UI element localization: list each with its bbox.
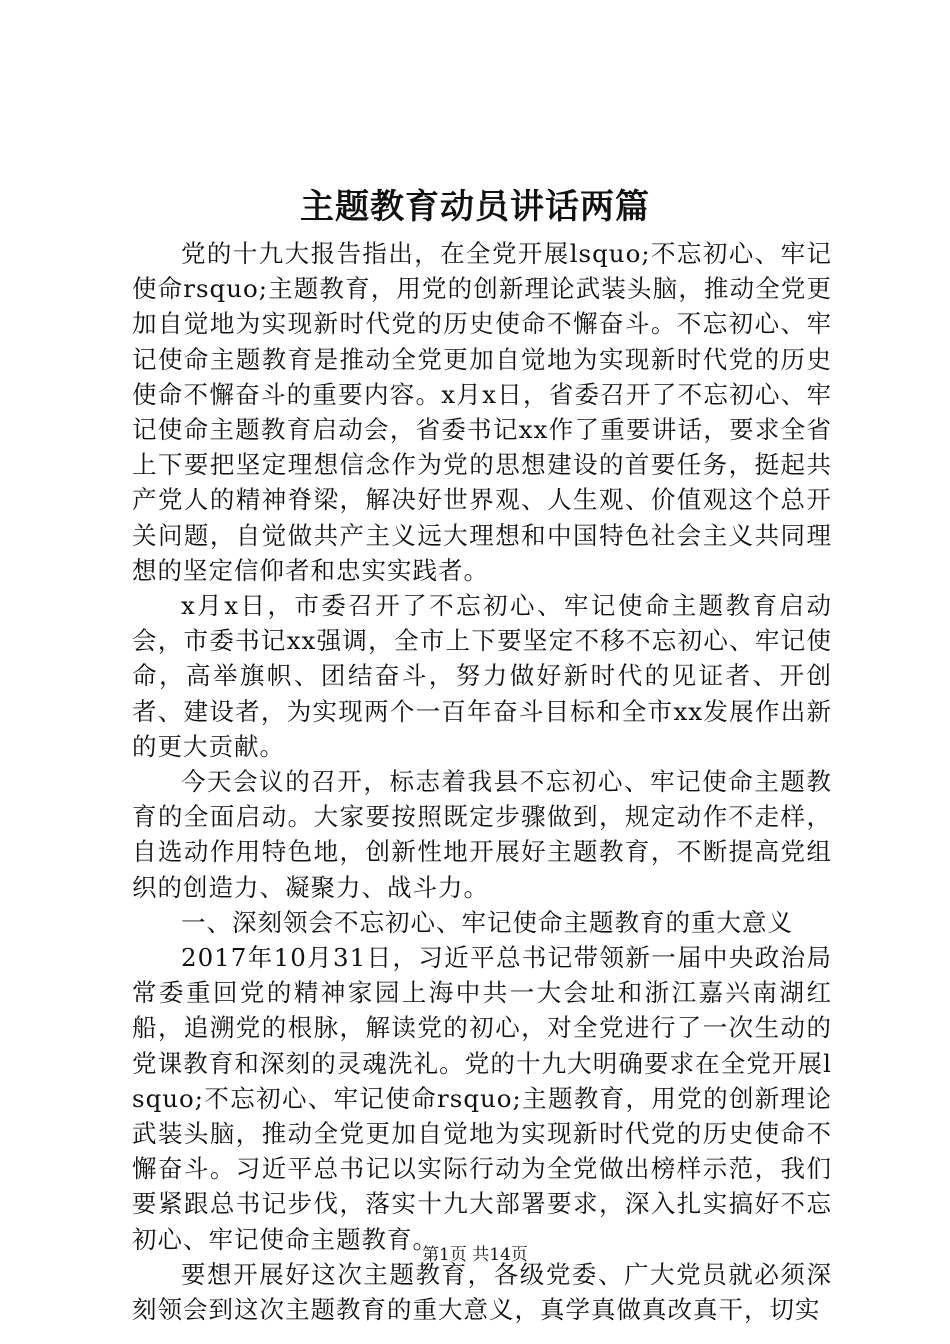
paragraph-4: 2017年10月31日，习近平总书记带领新一届中央政治局常委重回党的精神家园上海中共一大会址和浙江嘉兴南湖红船，追溯党的根脉，解读党的初心，对全党进行了一次生动的党课教育和深刻的灵魂洗礼。党的十九大明确要求在全党开展lsquo;不忘初心、牢记使命rsquo;主题教育，用党的创新理论武装头脑，推动全党更加自觉地为实现新时代党的历史使命不懈奋斗。习近平总书记以实际行动为全党做出榜样示范，我们要紧跟总书记步伐，落实十九大部署要求，深入扎实搞好不忘初心、牢记使命主题教育。 xyxy=(132,943,832,1254)
document-body xyxy=(132,236,832,1327)
page-number-footer: 第1页 共14页 xyxy=(422,1245,528,1265)
document-title: 主题教育动员讲话两篇 xyxy=(300,187,650,227)
paragraph-1: 党的十九大报告指出，在全党开展lsquo;不忘初心、牢记使命rsquo;主题教育，用党的创新理论武装头脑，推动全党更加自觉地为实现新时代党的历史使命不懈奋斗。不忘初心、牢记使命主题教育是推动全党更加自觉地为实现新时代党的历史使命不懈奋斗的重要内容。x月x日，省委召开了不忘初心、牢记使命主题教育启动会，省委书记xx作了重要讲话，要求全省上下要把坚定理想信念作为党的思想建设的首要任务，挺起共产党人的精神脊梁，解决好世界观、人生观、价值观这个总开关问题，自觉做共产主义远大理想和中国特色社会主义共同理想的坚定信仰者和忠实实践者。 xyxy=(132,239,832,585)
paragraph-3: 今天会议的召开，标志着我县不忘初心、牢记使命主题教育的全面启动。大家要按照既定步骤做到，规定动作不走样，自选动作用特色地，创新性地开展好主题教育，不断提高党组织的创造力、凝聚力、战斗力。 xyxy=(132,767,832,902)
paragraph-5: 要想开展好这次主题教育，各级党委、广大党员就必须深刻领会到这次主题教育的重大意义，真学真做真改真干，切实 xyxy=(132,1259,832,1325)
section-heading: 一、深刻领会不忘初心、牢记使命主题教育的重大意义 xyxy=(181,907,793,937)
paragraph-2: x月x日，市委召开了不忘初心、牢记使命主题教育启动会，市委书记xx强调，全市上下要坚定不移不忘初心、牢记使命，高举旗帜、团结奋斗，努力做好新时代的见证者、开创者、建设者，为实现两个一百年奋斗目标和全市xx发展作出新的更大贡献。 xyxy=(132,591,832,761)
